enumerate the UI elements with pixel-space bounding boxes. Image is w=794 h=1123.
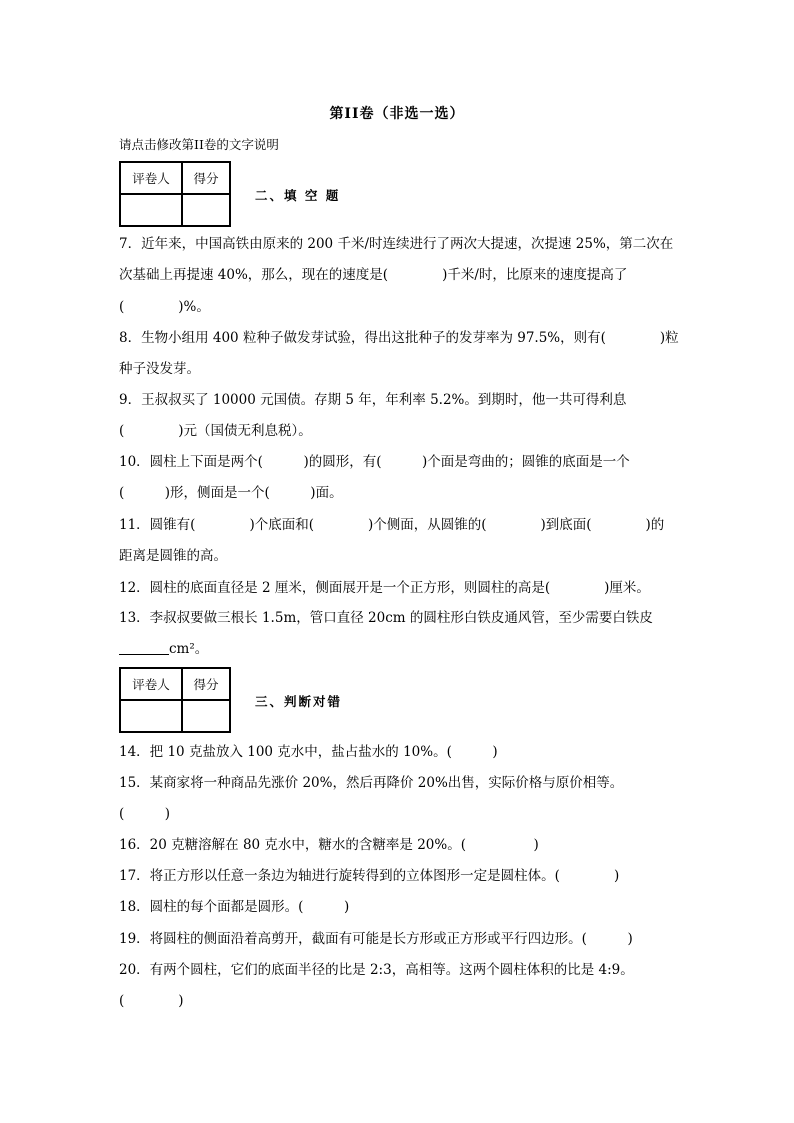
section-instruction: 请点击修改第II卷的文字说明 bbox=[119, 137, 279, 152]
question-12: 12．圆柱的底面直径是 2 厘米，侧面展开是一个正方形，则圆柱的高是( )厘米。 bbox=[119, 580, 650, 596]
question-20-line-2: ( ) bbox=[119, 993, 184, 1009]
question-18: 18．圆柱的每个面都是圆形。( ) bbox=[119, 899, 350, 915]
question-17: 17．将正方形以任意一条边为轴进行旋转得到的立体图形一定是圆柱体。( ) bbox=[119, 868, 620, 884]
section-title-true-false: 三、判断对错 bbox=[255, 694, 343, 709]
question-19: 19．将圆柱的侧面沿着高剪开，截面有可能是长方形或正方形或平行四边形。( ) bbox=[119, 931, 633, 947]
question-15-line-1: 15．某商家将一种商品先涨价 20%，然后再降价 20%出售，实际价格与原价相等。 bbox=[119, 775, 624, 791]
score-cell[interactable] bbox=[182, 194, 230, 226]
question-7-line-2: 次基础上再提速 40%，那么，现在的速度是( )千米/时，比原来的速度提高了 bbox=[119, 267, 628, 283]
score-table bbox=[119, 667, 231, 733]
score-cell[interactable] bbox=[182, 700, 230, 732]
score-label: 得分 bbox=[182, 668, 230, 700]
section-title-fill-blank: 二、填 空 题 bbox=[255, 188, 341, 203]
question-11-line-2: 距离是圆锥的高。 bbox=[119, 548, 227, 564]
question-9-line-1: 9．王叔叔买了 10000 元国债。存期 5 年，年利率 5.2%。到期时，他一共可得利息 bbox=[119, 392, 627, 408]
answer-blank[interactable] bbox=[119, 640, 169, 655]
question-8-line-1: 8．生物小组用 400 粒种子做发芽试验，得出这批种子的发芽率为 97.5%，则有( )粒 bbox=[119, 330, 679, 346]
question-14: 14．把 10 克盐放入 100 克水中，盐占盐水的 10%。( ) bbox=[119, 744, 498, 760]
grader-label: 评卷人 bbox=[120, 162, 182, 194]
score-table bbox=[119, 161, 231, 227]
question-16: 16．20 克糖溶解在 80 克水中，糖水的含糖率是 20%。( ) bbox=[119, 837, 539, 853]
question-10-line-1: 10．圆柱上下面是两个( )的圆形，有( )个面是弯曲的；圆锥的底面是一个 bbox=[119, 454, 630, 470]
question-20-line-1: 20．有两个圆柱，它们的底面半径的比是 2:3，高相等。这两个圆柱体积的比是 4:9。 bbox=[119, 962, 634, 978]
question-9-line-2: ( )元（国债无利息税）。 bbox=[119, 423, 312, 439]
grader-cell[interactable] bbox=[120, 194, 182, 226]
question-13-unit: cm²。 bbox=[169, 641, 209, 657]
question-13-line-2 bbox=[119, 634, 679, 665]
question-8-line-2: 种子没发芽。 bbox=[119, 361, 200, 377]
question-7-line-3: ( )%。 bbox=[119, 299, 210, 315]
question-15-line-2: ( ) bbox=[119, 806, 171, 822]
question-13-line-1: 13．李叔叔要做三根长 1.5m，管口直径 20cm 的圆柱形白铁皮通风管，至少需要白铁皮 bbox=[119, 610, 653, 626]
page-title: 第II卷（非选一选） bbox=[329, 106, 465, 122]
grader-label: 评卷人 bbox=[120, 668, 182, 700]
question-11-line-1: 11．圆锥有( )个底面和( )个侧面，从圆锥的( )到底面( )的 bbox=[119, 517, 665, 533]
score-label: 得分 bbox=[182, 162, 230, 194]
question-7-line-1: 7．近年来，中国高铁由原来的 200 千米/时连续进行了两次大提速，次提速 25%，第二次在 bbox=[119, 236, 674, 252]
grader-cell[interactable] bbox=[120, 700, 182, 732]
question-10-line-2: ( )形，侧面是一个( )面。 bbox=[119, 485, 343, 501]
